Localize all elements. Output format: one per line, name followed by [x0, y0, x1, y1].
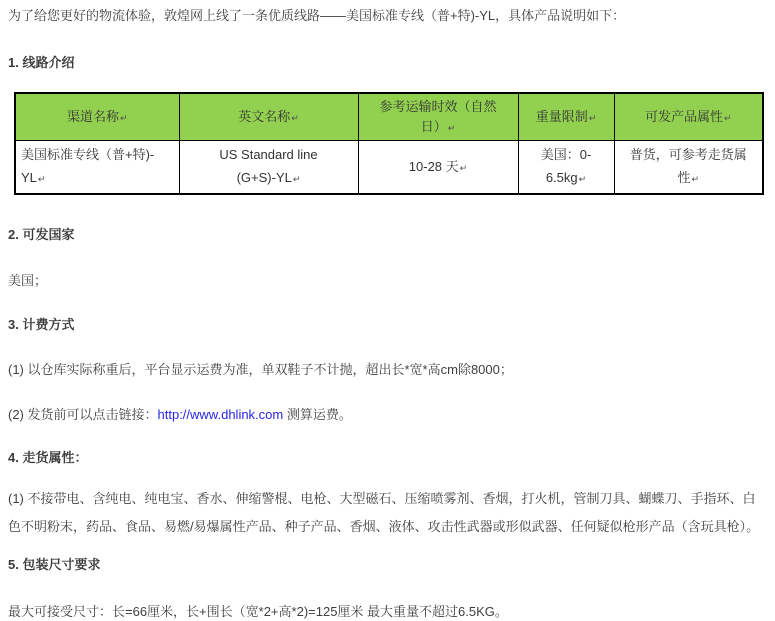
table-row — [15, 141, 763, 195]
table-header-product-attributes — [614, 93, 763, 141]
intro-paragraph: 为了给您更好的物流体验，敦煌网上线了一条优质线路——美国标准专线（普+特)-YL，具体产品说明如下： — [8, 8, 626, 23]
cell-text: 普货，可参考走货属 — [629, 147, 747, 162]
line-break-mark: ↵ — [691, 174, 700, 184]
section-2-heading: 2. 可发国家 — [8, 227, 75, 242]
cell-text: YL — [21, 170, 37, 185]
table-header-english-name — [179, 93, 358, 141]
link-suffix-text: 测算运费。 — [283, 407, 352, 422]
section-5-body: 最大可接受尺寸：长=66厘米，长+围长（宽*2+高*2)=125厘米 最大重量不超过6.5KG。 — [8, 604, 508, 619]
table-header-channel-name — [15, 93, 179, 141]
table-header-weight-limit — [518, 93, 614, 141]
cell-text: 6.5kg — [545, 170, 578, 185]
table-header-row — [15, 93, 763, 141]
line-break-mark: ↵ — [37, 174, 46, 184]
section-3-heading: 3. 计费方式 — [8, 317, 75, 332]
cell-weight-limit — [518, 141, 614, 195]
cell-text: 10-28 天 — [408, 158, 459, 174]
section-5-heading: 5. 包装尺寸要求 — [8, 557, 101, 572]
cell-text: 美国标准专线（普+特)- — [21, 147, 155, 162]
cell-text: 性 — [677, 170, 691, 185]
header-label: 英文名称 — [238, 108, 291, 124]
line-break-mark: ↵ — [723, 112, 732, 123]
line-break-mark: ↵ — [447, 122, 456, 133]
section-4-item-1: (1) 不接带电、含纯电、纯电宝、香水、伸缩警棍、电枪、大型磁石、压缩喷雾剂、香烟，打火机，管制刀具、蝴蝶刀、手指环、白色不明粉末，药品、食品、易燃/易爆属性产品、种子产品、香烟、液体、攻击性武器或形似武器、任何疑似枪形产品（含玩具枪）。 — [8, 491, 760, 534]
header-label: 渠道名称 — [66, 108, 119, 124]
section-2-body: 美国； — [8, 273, 48, 288]
table-header-transit-time — [358, 93, 518, 141]
cell-product-attributes — [614, 141, 763, 195]
line-break-mark: ↵ — [459, 162, 468, 173]
line-break-mark: ↵ — [578, 174, 587, 184]
cell-english-name — [179, 141, 358, 195]
link-prefix-text: (2) 发货前可以点击链接： — [8, 407, 158, 422]
section-3-item-2 — [8, 405, 767, 424]
section-3-item-1: (1) 以仓库实际称重后，平台显示运费为准，单双鞋子不计抛，超出长*宽*高cm除8000； — [8, 362, 513, 377]
header-label: 参考运输时效（自然 — [379, 98, 497, 114]
cell-text: (G+S)-YL — [236, 170, 292, 185]
section-4-heading: 4. 走货属性： — [8, 450, 88, 465]
header-label: 日） — [420, 118, 447, 134]
header-label: 重量限制 — [535, 108, 588, 124]
cell-text: 美国：0- — [540, 147, 592, 162]
line-break-mark: ↵ — [292, 174, 301, 184]
line-break-mark: ↵ — [291, 112, 299, 123]
line-break-mark: ↵ — [588, 112, 597, 123]
line-break-mark: ↵ — [119, 112, 128, 123]
route-info-table — [14, 92, 764, 195]
cell-channel-name — [15, 141, 179, 195]
dhlink-url-link[interactable]: http://www.dhlink.com — [157, 407, 284, 422]
cell-transit-time — [358, 141, 518, 195]
cell-text: US Standard line — [219, 147, 318, 162]
section-1-heading: 1. 线路介绍 — [8, 55, 75, 70]
header-label: 可发产品属性 — [644, 108, 723, 124]
